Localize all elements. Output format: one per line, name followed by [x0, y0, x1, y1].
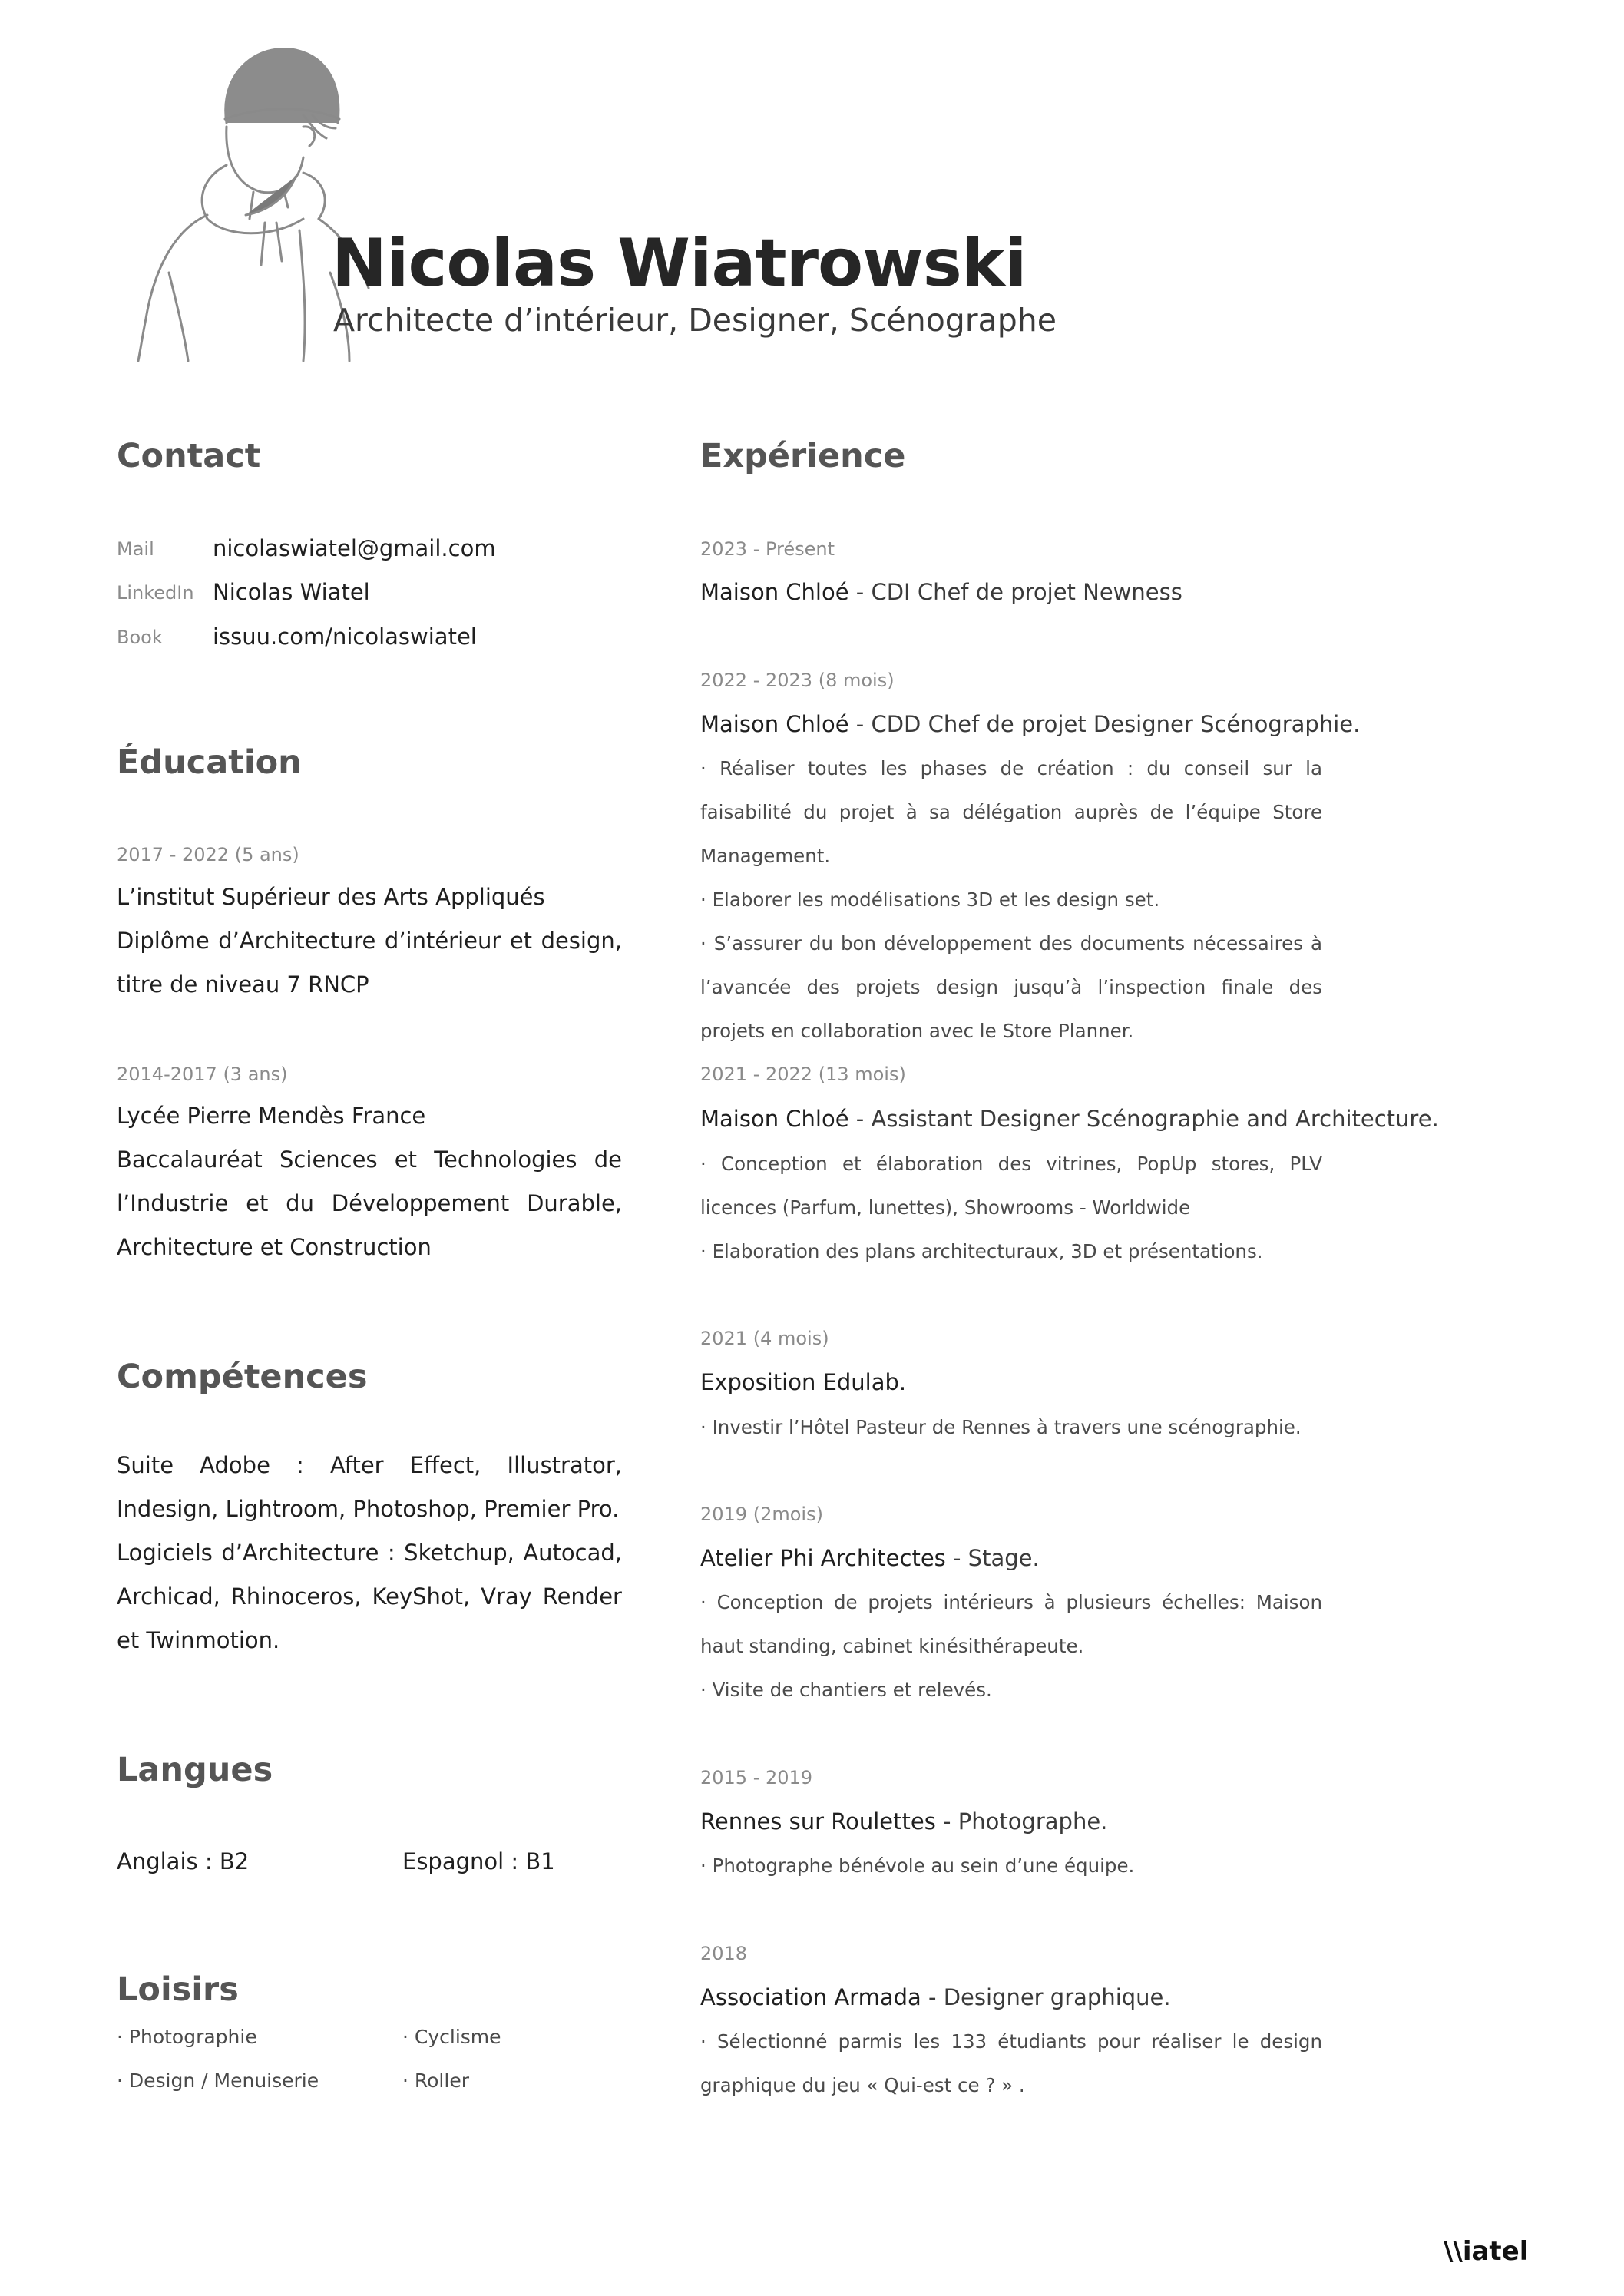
experience-bullet: · Elaborer les modélisations 3D et les design set.: [700, 888, 1160, 911]
experience-bullets: [700, 1844, 1322, 1887]
contact-email-link[interactable]: nicolaswiatel@gmail.com: [213, 535, 496, 561]
experience-bullets: [700, 1405, 1322, 1449]
experience-bullets: [700, 2020, 1322, 2107]
experience-title: [700, 1984, 1171, 2010]
education-item: [117, 1094, 622, 1269]
experience-date: 2021 (4 mois): [700, 1328, 829, 1349]
experience-date: 2021 - 2022 (13 mois): [700, 1064, 906, 1085]
experience-role: - Designer graphique.: [921, 1984, 1171, 2010]
brand-logo: \\iatel: [1444, 2236, 1529, 2267]
languages-heading: Langues: [117, 1751, 273, 1789]
experience-company: Maison Chloé: [700, 579, 849, 605]
contact-label-mail: Mail: [117, 538, 154, 560]
experience-company: Exposition Edulab.: [700, 1369, 907, 1395]
person-name: Nicolas Wiatrowski: [332, 225, 1027, 302]
experience-date: 2018: [700, 1943, 748, 1964]
education-desc: Baccalauréat Sciences et Technologies de l’Industrie et du Développement Durable, Architecture et Construction: [117, 1146, 622, 1260]
education-school: Lycée Pierre Mendès France: [117, 1103, 426, 1129]
experience-date: 2022 - 2023 (8 mois): [700, 670, 895, 691]
contact-label-linkedin: LinkedIn: [117, 582, 194, 604]
education-desc: Diplôme d’Architecture d’intérieur et design, titre de niveau 7 RNCP: [117, 928, 622, 997]
experience-bullet: · Réaliser toutes les phases de création : du conseil sur la faisabilité du projet à sa délégation auprès de l’équipe Store Management.: [700, 757, 1322, 867]
experience-company: Maison Chloé: [700, 711, 849, 737]
skills-text: [117, 1444, 622, 1662]
experience-bullets: [700, 746, 1322, 1053]
experience-company: Rennes sur Roulettes: [700, 1808, 936, 1834]
experience-bullets: [700, 1142, 1322, 1273]
skills-adobe: Suite Adobe : After Effect, Illustrator, Indesign, Lightroom, Photoshop, Premier Pro.: [117, 1452, 622, 1522]
hobbies-heading: Loisirs: [117, 1970, 239, 2009]
hobby-item: · Cyclisme: [402, 2026, 501, 2048]
experience-title: [700, 1808, 1108, 1834]
hobby-item: · Photographie: [117, 2026, 257, 2048]
experience-date: 2019 (2mois): [700, 1504, 823, 1525]
experience-company: Association Armada: [700, 1984, 921, 2010]
experience-bullets: [700, 1580, 1322, 1712]
experience-title: [700, 1108, 1439, 1130]
skills-heading: Compétences: [117, 1358, 368, 1396]
contact-linkedin-link[interactable]: Nicolas Wiatel: [213, 579, 370, 605]
experience-company: Atelier Phi Architectes: [700, 1545, 946, 1571]
education-school: L’institut Supérieur des Arts Appliqués: [117, 884, 545, 910]
contact-book-link[interactable]: issuu.com/nicolaswiatel: [213, 624, 477, 650]
experience-bullet: · Elaboration des plans architecturaux, 3D et présentations.: [700, 1240, 1263, 1262]
education-date: 2017 - 2022 (5 ans): [117, 844, 299, 865]
experience-company: Maison Chloé: [700, 1106, 849, 1132]
hobby-item: · Roller: [402, 2069, 469, 2092]
experience-title: [700, 1371, 906, 1394]
skills-architecture: Logiciels d’Architecture : Sketchup, Autocad, Archicad, Rhinoceros, KeyShot, Vray Render et Twinmotion.: [117, 1540, 622, 1653]
experience-date: 2015 - 2019: [700, 1767, 813, 1788]
language-spanish: Espagnol : B1: [402, 1848, 555, 1874]
contact-label-book: Book: [117, 627, 163, 648]
experience-bullet: · Investir l’Hôtel Pasteur de Rennes à travers une scénographie.: [700, 1416, 1302, 1438]
hobby-item: · Design / Menuiserie: [117, 2069, 319, 2092]
experience-heading: Expérience: [700, 437, 906, 475]
education-heading: Éducation: [117, 743, 302, 782]
person-title: Architecte d’intérieur, Designer, Scénographe: [333, 302, 1057, 339]
experience-bullet: · S’assurer du bon développement des documents nécessaires à l’avancée des projets design jusqu’à l’inspection finale des projets en collaboration avec le Store Planner.: [700, 932, 1322, 1042]
experience-date: 2023 - Présent: [700, 538, 835, 560]
experience-role: - Photographe.: [935, 1808, 1108, 1834]
experience-bullet: · Photographe bénévole au sein d’une équipe.: [700, 1854, 1135, 1877]
experience-bullet: · Conception de projets intérieurs à plusieurs échelles: Maison haut standing, cabinet kinésithérapeute.: [700, 1591, 1322, 1657]
experience-title: [700, 581, 1182, 604]
experience-title: [700, 713, 1360, 736]
experience-role: - Assistant Designer Scénographie and Architecture.: [848, 1106, 1439, 1132]
experience-title: [700, 1547, 1040, 1570]
experience-role: - CDD Chef de projet Designer Scénographie.: [848, 711, 1361, 737]
education-date: 2014-2017 (3 ans): [117, 1064, 288, 1085]
experience-role: - Stage.: [945, 1545, 1040, 1571]
language-english: Anglais : B2: [117, 1848, 250, 1874]
experience-bullet: · Sélectionné parmis les 133 étudiants pour réaliser le design graphique du jeu « Qui-est ce ? » .: [700, 2030, 1322, 2096]
experience-role: - CDI Chef de projet Newness: [848, 579, 1182, 605]
experience-bullet: · Visite de chantiers et relevés.: [700, 1679, 992, 1701]
experience-bullet: · Conception et élaboration des vitrines, PopUp stores, PLV licences (Parfum, lunettes), Showrooms - Worldwide: [700, 1153, 1322, 1219]
contact-heading: Contact: [117, 437, 261, 475]
education-item: [117, 875, 622, 1007]
